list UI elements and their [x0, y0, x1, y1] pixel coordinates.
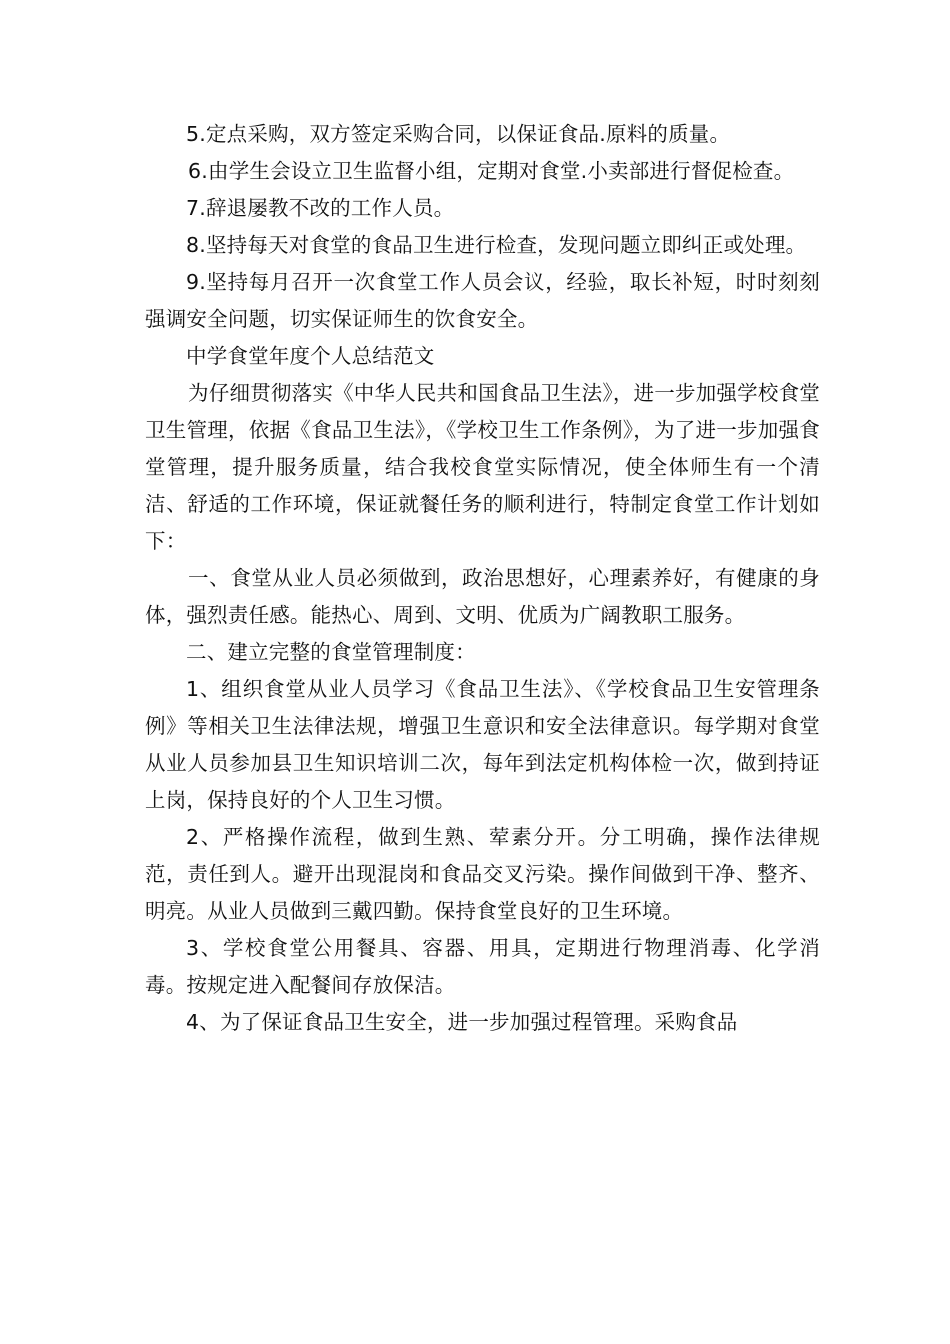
paragraph-part-one: 一、食堂从业人员必须做到，政治思想好，心理素养好，有健康的身体，强烈责任感。能热心、周到、文明、优质为广阔教职工服务。 — [145, 566, 820, 627]
paragraph-item-8: 8.坚持每天对食堂的食品卫生进行检查，发现问题立即纠正或处理。 — [186, 233, 807, 257]
intro-paragraph: 为仔细贯彻落实《中华人民共和国食品卫生法》，进一步加强学校食堂卫生管理，依据《食品卫生法》，《学校卫生工作条例》，为了进一步加强食堂管理，提升服务质量，结合我校食堂实际情况，使全体师生有一个清洁、舒适的工作环境，保证就餐任务的顺利进行，特制定食堂工作计划如下： — [145, 381, 820, 553]
paragraph-rule-1: 1、组织食堂从业人员学习《食品卫生法》、《学校食品卫生安管理条例》等相关卫生法律法规，增强卫生意识和安全法律意识。每学期对食堂从业人员参加县卫生知识培训二次，每年到法定机构体检一次，做到持证上岗，保持良好的个人卫生习惯。 — [145, 677, 820, 812]
paragraph-item-9: 9.坚持每月召开一次食堂工作人员会议，经验，取长补短，时时刻刻强调安全问题，切实保证师生的饮食安全。 — [145, 270, 820, 331]
paragraph-item-7: 7.辞退屡教不改的工作人员。 — [186, 196, 455, 220]
paragraph-part-two: 二、建立完整的食堂管理制度： — [186, 640, 476, 664]
paragraph-rule-3: 3、学校食堂公用餐具、容器、用具，定期进行物理消毒、化学消毒。按规定进入配餐间存放保洁。 — [145, 936, 820, 997]
paragraph-rule-2: 2、严格操作流程，做到生熟、荤素分开。分工明确，操作法律规范，责任到人。避开出现混岗和食品交叉污染。操作间做到干净、整齐、明亮。从业人员做到三戴四勤。保持食堂良好的卫生环境。 — [145, 825, 820, 923]
paragraph-item-5: 5.定点采购，双方签定采购合同，以保证食品.原料的质量。 — [186, 122, 731, 146]
document-body — [145, 116, 820, 1041]
paragraph-rule-4: 4、为了保证食品卫生安全，进一步加强过程管理。采购食品 — [186, 1010, 738, 1034]
section-heading: 中学食堂年度个人总结范文 — [186, 344, 435, 368]
paragraph-item-6: 6.由学生会设立卫生监督小组，定期对食堂.小卖部进行督促检查。 — [188, 159, 795, 183]
